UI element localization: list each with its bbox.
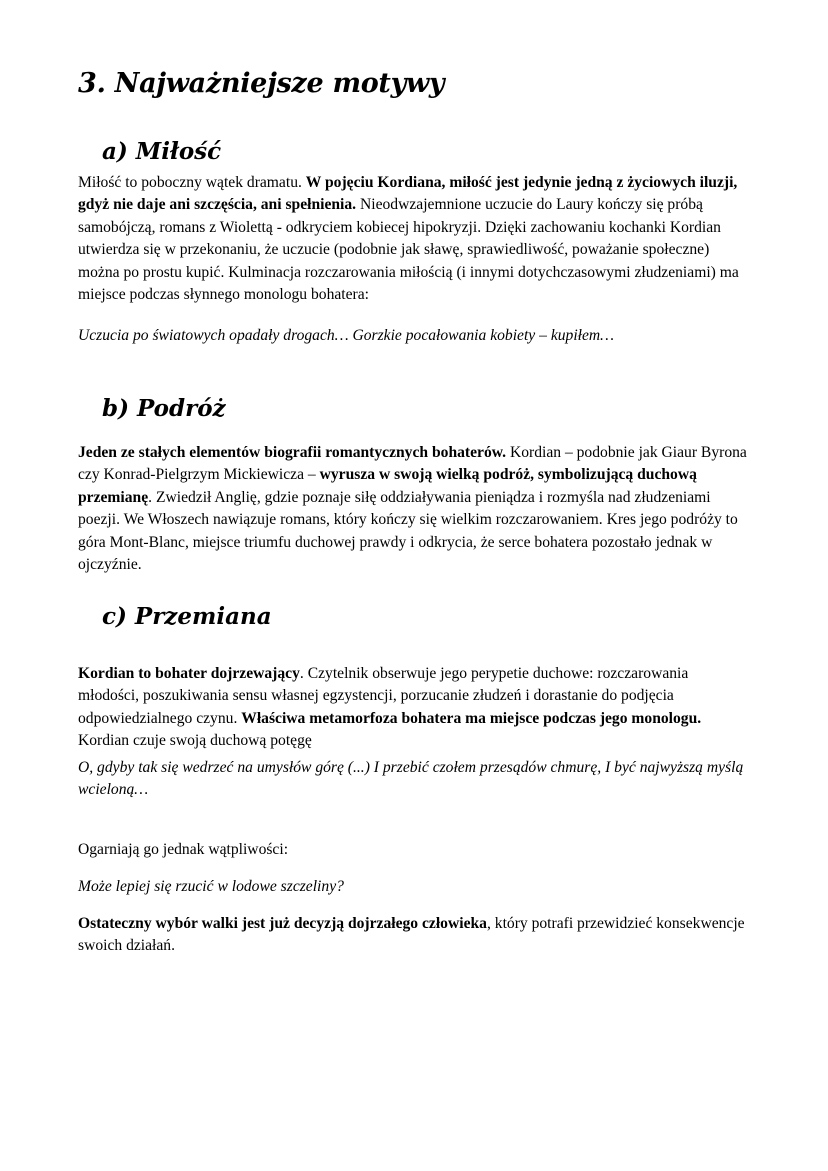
quote-line: I być najwyższą myślą wcieloną… (78, 759, 744, 799)
quote-line: I przebić czołem przesądów chmurę, (373, 759, 602, 776)
quote-przemiana (78, 757, 750, 802)
bold-span: wyrusza w swoją wielką podróż, symbolizującą duchową przemianę (78, 466, 697, 506)
paragraph-milosc (78, 172, 750, 306)
bold-span: Ostateczny wybór walki jest już decyzją dojrzałego człowieka (78, 915, 487, 932)
quote-line: Uczucia po światowych opadały drogach… (78, 327, 349, 344)
paragraph-watpliwosci: Ogarniają go jednak wątpliwości: (78, 841, 289, 858)
text-span: Nieodwzajemnione uczucie do Laury kończy się próbą samobójczą, romans z Wiolettą - odkryciem kobiecej hipokryzji. Dzięki zachowaniu kochanki Kordian utwierdza się w przekonaniu, że uczucie (podobnie jak sławę, sprawiedliwość, poważanie społeczne) można po prostu kupić. Kulminacja rozczarowania miłością (i innymi dotychczasowymi złudzeniami) ma miejsce podczas słynnego monologu bohatera: (78, 196, 739, 304)
text-span: . Zwiedził Anglię, gdzie poznaje siłę oddziaływania pieniądza i rozmyśla nad złudzeniami poezji. We Włoszech nawiązuje romans, który kończy się wielkim rozczarowaniem. Kres jego podróży to góra Mont-Blanc, miejsce triumfu duchowej prawdy i odkrycia, że serce bohatera pozostało jednak w ojczyźnie. (78, 488, 738, 574)
page-title: 3. Najważniejsze motywy (78, 68, 445, 99)
bold-span: W pojęciu Kordiana, miłość jest jedynie jedną z życiowych iluzji, gdyż nie daje ani szczęścia, ani spełnienia. (78, 174, 738, 214)
quote-milosc (78, 325, 750, 347)
paragraph-closing (78, 913, 750, 958)
text-span: Kordian – podobnie jak Giaur Byrona czy Konrad-Pielgrzym Mickiewicza – (78, 444, 747, 484)
section-heading-podroz: b) Podróż (102, 395, 226, 422)
quote-line: Gorzkie pocałowania kobiety – kupiłem… (352, 327, 615, 344)
quote-line: O, gdyby tak się wedrzeć na umysłów górę (...) (78, 759, 370, 776)
bold-span: Kordian to bohater dojrzewający (78, 665, 300, 682)
paragraph-przemiana (78, 663, 750, 753)
text-span: Miłość to poboczny wątek dramatu. (78, 174, 306, 191)
text-span: Kordian czuje swoją duchową potęgę (78, 732, 312, 750)
quote-szczeliny: Może lepiej się rzucić w lodowe szczeliny? (78, 878, 344, 895)
section-heading-przemiana: c) Przemiana (102, 603, 272, 630)
text-span: , który potrafi przewidzieć konsekwencje swoich działań. (78, 915, 745, 955)
text-span: . Czytelnik obserwuje jego perypetie duchowe: rozczarowania młodości, poszukiwania sensu własnej egzystencji, porzucanie złudzeń i dorastanie do podjęcia odpowiedzialnego czynu. (78, 665, 689, 727)
bold-span: Właściwa metamorfoza bohatera ma miejsce podczas jego monologu. (241, 709, 702, 727)
paragraph-podroz (78, 442, 750, 576)
bold-span: Jeden ze stałych elementów biografii romantycznych bohaterów. (78, 444, 507, 461)
section-heading-milosc: a) Miłość (102, 138, 222, 165)
